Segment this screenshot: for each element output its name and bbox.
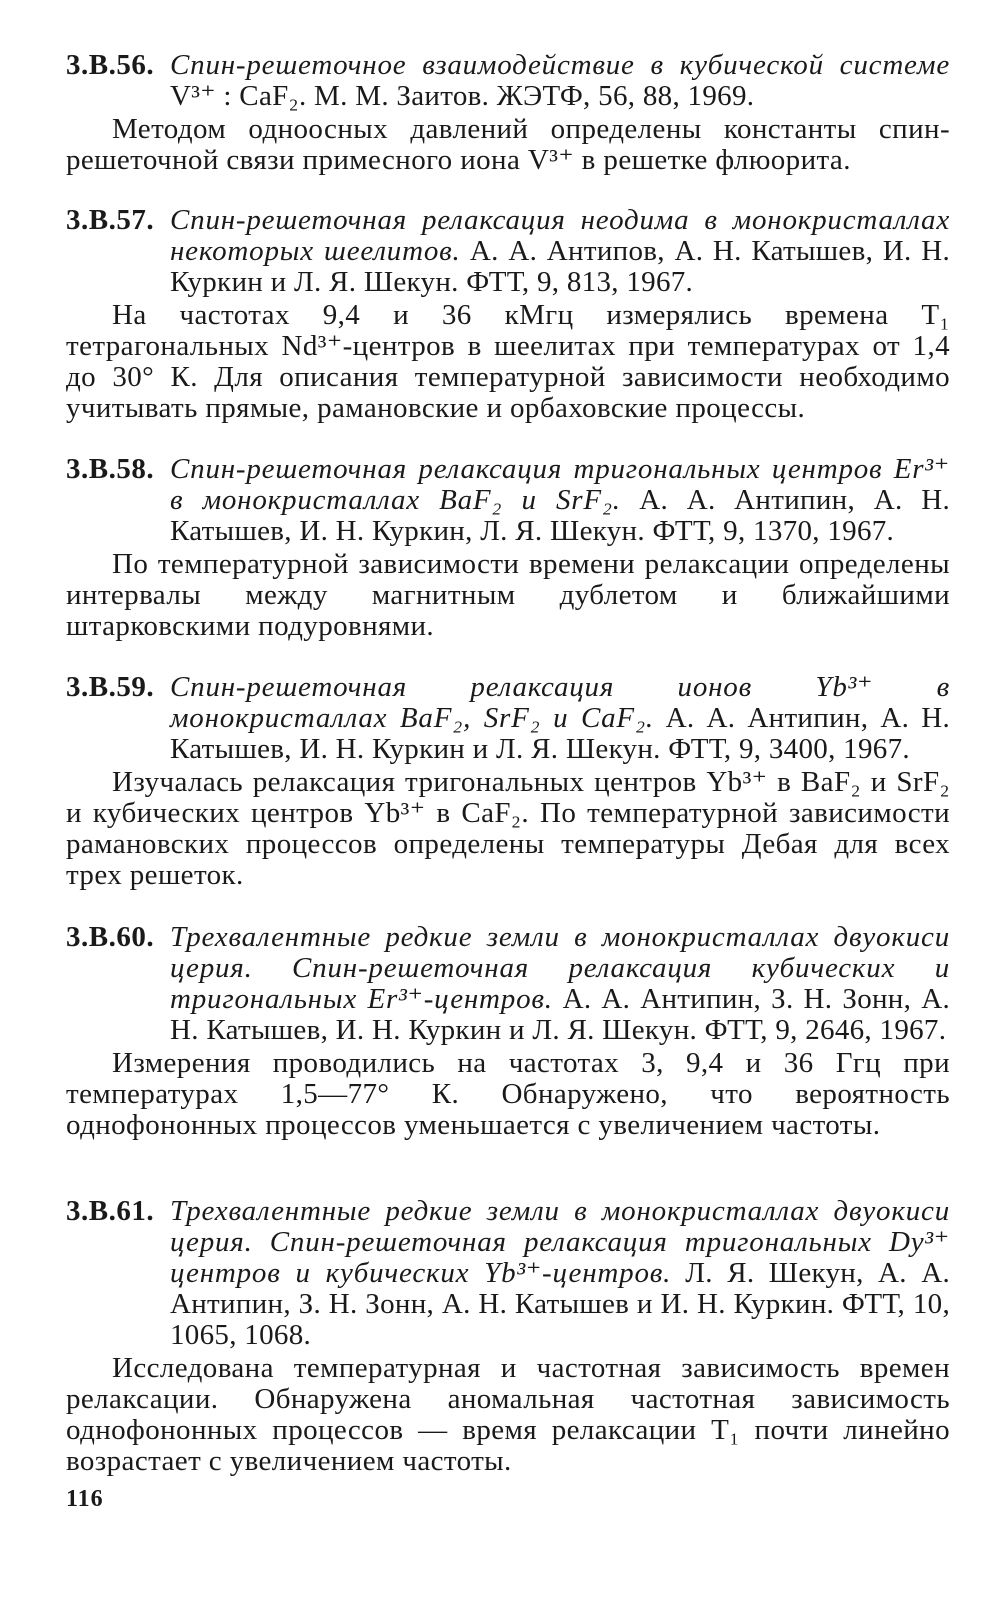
entry-heading bbox=[66, 50, 950, 112]
entry-abstract: По температурной зависимости времени релаксации определены интервалы между магнитным дублетом и ближайшими штарковскими подуровнями. bbox=[66, 548, 950, 642]
entry-title: Трехвалентные редкие земли в монокристаллах двуокиси церия. Спин-решеточная релаксация тригональных Dy³⁺ центров и кубических Yb³⁺-центров. bbox=[170, 1195, 950, 1289]
entry-heading bbox=[66, 205, 950, 298]
entry-authors: А. А. Антипин, А. Н. Катышев, И. Н. Куркин, Л. Я. Шекун. ФТТ, 9, 1370, 1967. bbox=[170, 484, 950, 547]
entry-abstract: На частотах 9,4 и 36 кМгц измерялись времена T₁ тетрагональных Nd³⁺-центров в шеелитах при температурах от 1,4 до 30° К. Для описания температурной зависимости необходимо учитывать прямые, рамановские и орбаховские процессы. bbox=[66, 299, 950, 424]
entry-heading bbox=[66, 1196, 950, 1351]
abstract-entry-3-v-57 bbox=[66, 205, 950, 424]
entry-heading bbox=[66, 454, 950, 547]
entry-title: Спин-решеточная релаксация неодима в монокристаллах некоторых шеелитов. bbox=[170, 204, 950, 267]
entry-abstract: Исследована температурная и частотная зависимость времен релаксации. Обнаружена аномальная частотная зависимость однофононных процессов — время релаксации T₁ почти линейно возрастает с увеличением частоты. bbox=[66, 1352, 950, 1477]
entry-abstract: Измерения проводились на частотах 3, 9,4 и 36 Ггц при температурах 1,5—77° К. Обнаружено, что вероятность однофононных процессов уменьшается с увеличением частоты. bbox=[66, 1047, 950, 1141]
entry-authors: А. А. Антипов, А. Н. Катышев, И. Н. Куркин и Л. Я. Шекун. ФТТ, 9, 813, 1967. bbox=[170, 235, 950, 298]
entry-authors: А. А. Антипин, З. Н. Зонн, А. Н. Катышев, И. Н. Куркин и Л. Я. Шекун. ФТТ, 9, 2646, 1967. bbox=[170, 983, 951, 1046]
page-number: 116 bbox=[66, 1486, 104, 1512]
abstract-entry-3-v-60 bbox=[66, 922, 950, 1141]
entry-abstract: Методом одноосных давлений определены константы спин-решеточной связи примесного иона V³⁺ в решетке флюорита. bbox=[66, 113, 950, 176]
abstract-entry-3-v-61 bbox=[66, 1196, 950, 1477]
entry-authors: А. А. Антипин, А. Н. Катышев, И. Н. Куркин и Л. Я. Шекун. ФТТ, 9, 3400, 1967. bbox=[170, 702, 950, 765]
entry-title: Спин-решеточное взаимодействие в кубической системе bbox=[170, 49, 950, 81]
entry-number: 3.В.58. bbox=[66, 453, 155, 485]
entry-authors: Л. Я. Шекун, А. А. Антипин, З. Н. Зонн, А. Н. Катышев и И. Н. Куркин. ФТТ, 10, 1065, 1068. bbox=[170, 1257, 951, 1351]
entry-number: 3.В.59. bbox=[66, 671, 155, 703]
entry-title: Спин-решеточная релаксация ионов Yb³⁺ в монокристаллах BaF₂, SrF₂ и CaF₂. bbox=[170, 671, 950, 734]
abstract-entry-3-v-56 bbox=[66, 50, 950, 176]
entry-heading bbox=[66, 922, 950, 1046]
entry-abstract: Изучалась релаксация тригональных центров Yb³⁺ в BaF₂ и SrF₂ и кубических центров Yb³⁺ в CaF₂. По температурной зависимости рамановских процессов определены температуры Дебая для всех трех решеток. bbox=[66, 766, 950, 891]
entry-heading bbox=[66, 672, 950, 765]
entry-number: 3.В.60. bbox=[66, 921, 155, 953]
entry-title: Спин-решеточная релаксация тригональных центров Er³⁺ в монокристаллах BaF₂ и SrF₂. bbox=[170, 453, 950, 516]
entry-number: 3.В.57. bbox=[66, 204, 155, 236]
entry-authors: V³⁺ : CaF₂. М. М. Заитов. ЖЭТФ, 56, 88, 1969. bbox=[170, 80, 755, 112]
entry-number: 3.В.61. bbox=[66, 1195, 155, 1227]
entry-number: 3.В.56. bbox=[66, 49, 155, 81]
abstract-entry-3-v-58 bbox=[66, 454, 950, 642]
abstract-entry-3-v-59 bbox=[66, 672, 950, 891]
entry-title: Трехвалентные редкие земли в монокристаллах двуокиси церия. Спин-решеточная релаксация кубических и тригональных Er³⁺-центров. bbox=[170, 921, 950, 1015]
